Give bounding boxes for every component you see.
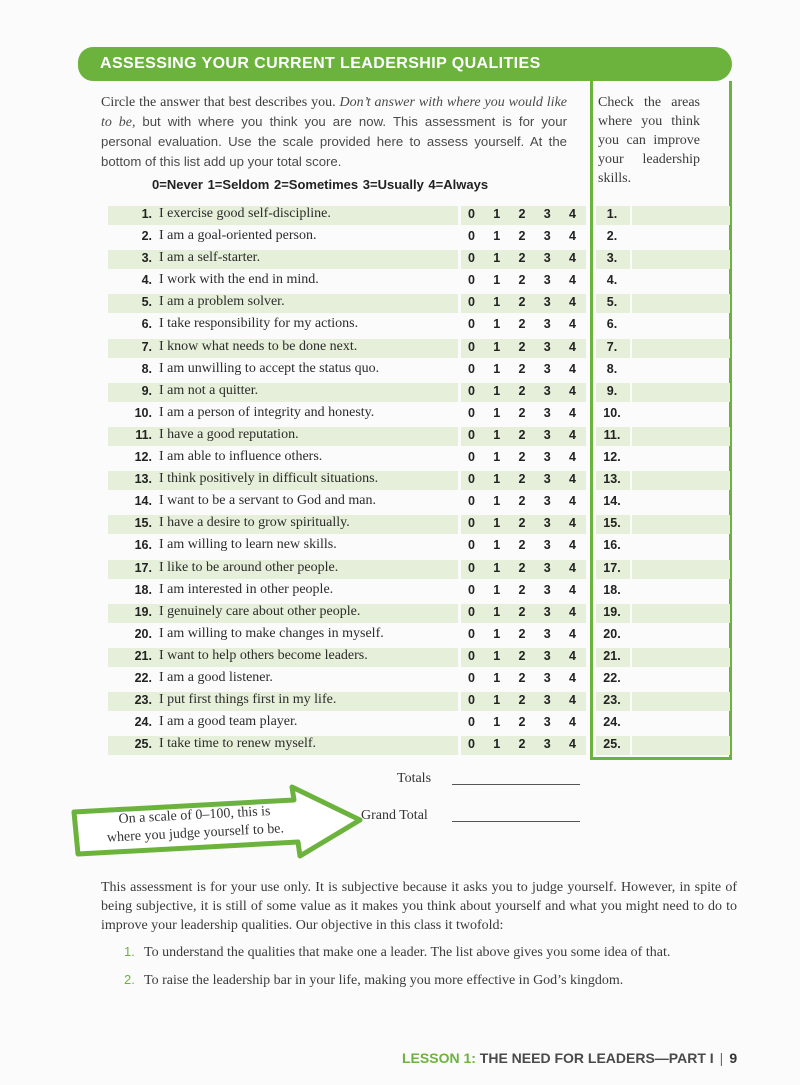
- item-number: 14.: [134, 494, 152, 509]
- rating-option[interactable]: 2: [518, 538, 526, 553]
- check-area-row[interactable]: [593, 558, 730, 580]
- check-area-number: 12.: [603, 450, 621, 465]
- rating-option[interactable]: 3: [543, 273, 551, 288]
- rating-option[interactable]: 2: [518, 737, 526, 752]
- rating-scale-legend: 0=Never 1=Seldom 2=Sometimes 3=Usually 4=Always: [152, 177, 489, 192]
- rating-option[interactable]: 0: [468, 472, 475, 487]
- check-area-row[interactable]: [593, 734, 730, 756]
- rating-options: [468, 273, 576, 287]
- check-area-row[interactable]: [593, 712, 730, 734]
- rating-option[interactable]: 0: [468, 317, 475, 332]
- check-area-number: 24.: [603, 715, 621, 730]
- rating-option[interactable]: 0: [468, 560, 475, 575]
- rating-option[interactable]: 2: [518, 670, 526, 685]
- item-statement: I am able to influence others.: [159, 449, 323, 465]
- check-area-number: 21.: [603, 648, 621, 663]
- rating-option[interactable]: 0: [468, 450, 475, 465]
- check-area-row[interactable]: [593, 403, 730, 425]
- check-area-row[interactable]: [593, 270, 730, 292]
- rating-option[interactable]: 3: [543, 383, 551, 398]
- item-number: 9.: [141, 383, 152, 398]
- rating-option[interactable]: 0: [468, 604, 475, 619]
- rating-option[interactable]: 2: [518, 626, 526, 641]
- rating-option[interactable]: 2: [518, 427, 526, 442]
- check-area-row[interactable]: [593, 580, 730, 602]
- assessment-row: [108, 204, 588, 226]
- item-statement: I am a problem solver.: [159, 294, 285, 310]
- rating-option[interactable]: 0: [468, 715, 475, 730]
- check-area-row[interactable]: [593, 513, 730, 535]
- rating-option[interactable]: 4: [569, 693, 576, 708]
- check-area-row[interactable]: [593, 602, 730, 624]
- rating-option[interactable]: 2: [518, 339, 526, 354]
- rating-options: [468, 384, 576, 398]
- rating-option[interactable]: 0: [468, 626, 475, 641]
- rating-options: [468, 494, 576, 508]
- assessment-row: [108, 491, 588, 513]
- totals-label: Totals: [397, 771, 432, 786]
- assessment-row: [108, 359, 588, 381]
- rating-option[interactable]: 1: [493, 405, 501, 420]
- item-statement: I am a goal-oriented person.: [159, 228, 317, 244]
- rating-option[interactable]: 2: [518, 560, 526, 575]
- rating-option[interactable]: 1: [493, 427, 501, 442]
- closing-paragraph: This assessment is for your use only. It is subjective because it asks you to judge yourself. However, in spite of being subjective, it is still of some value as it makes you think about yourself and what you might need to do to improve your leadership qualities. Our objective in this class it twofold:: [101, 880, 737, 933]
- rating-option[interactable]: 4: [569, 626, 576, 641]
- rating-option[interactable]: 4: [569, 472, 576, 487]
- check-area-row[interactable]: [593, 535, 730, 557]
- grand-total-label: Grand Total: [361, 808, 428, 823]
- item-statement: I exercise good self-discipline.: [159, 206, 331, 221]
- rating-option[interactable]: 2: [518, 383, 526, 398]
- item-statement: I am a person of integrity and honesty.: [159, 404, 375, 420]
- rating-options: [468, 472, 576, 486]
- rating-options: [468, 516, 576, 530]
- check-area-number: 16.: [603, 538, 621, 553]
- assessment-row: [108, 292, 588, 314]
- assessment-row: [108, 447, 588, 469]
- item-number: 4.: [141, 273, 152, 288]
- item-number: 19.: [134, 604, 152, 619]
- rating-option[interactable]: 1: [493, 295, 501, 310]
- rating-option[interactable]: 1: [493, 450, 501, 465]
- rating-options: [468, 406, 576, 420]
- assessment-row: [108, 314, 588, 336]
- rating-option[interactable]: 3: [543, 538, 551, 553]
- rating-option[interactable]: 4: [569, 737, 576, 752]
- rating-option[interactable]: 2: [518, 604, 526, 619]
- rating-option[interactable]: 1: [493, 670, 501, 685]
- check-area-number: 25.: [603, 737, 621, 752]
- rating-option[interactable]: 1: [493, 207, 501, 221]
- rating-option[interactable]: 1: [493, 251, 501, 266]
- item-number: 18.: [134, 582, 152, 597]
- rating-options: [468, 317, 576, 331]
- item-statement: I am not a quitter.: [159, 382, 259, 398]
- rating-option[interactable]: 4: [569, 405, 576, 420]
- assessment-row: [108, 425, 588, 447]
- rating-option[interactable]: 2: [518, 251, 526, 266]
- item-number: 21.: [134, 648, 152, 663]
- rating-option[interactable]: 1: [493, 317, 501, 332]
- rating-option[interactable]: 3: [543, 251, 551, 266]
- check-area-number: 1.: [606, 207, 618, 221]
- check-area-number: 22.: [603, 670, 621, 685]
- rating-option[interactable]: 1: [493, 737, 501, 752]
- rating-option[interactable]: 2: [518, 472, 526, 487]
- item-number: 11.: [135, 427, 152, 442]
- check-areas-list: [593, 204, 730, 756]
- page-footer: LESSON 1: THE NEED FOR LEADERS—PART I | 9: [402, 1050, 738, 1066]
- rating-option[interactable]: 3: [543, 229, 551, 244]
- item-statement: I am unwilling to accept the status quo.: [159, 360, 380, 376]
- totals-field[interactable]: [452, 784, 580, 785]
- check-area-row[interactable]: [593, 314, 730, 336]
- rating-option[interactable]: 4: [569, 715, 576, 730]
- assessment-row: [108, 469, 588, 491]
- item-statement: I know what needs to be done next.: [159, 338, 358, 354]
- rating-option[interactable]: 4: [569, 361, 576, 376]
- rating-option[interactable]: 0: [468, 295, 475, 310]
- check-area-number: 3.: [606, 251, 618, 266]
- item-number: 6.: [141, 317, 152, 332]
- rating-option[interactable]: 0: [468, 339, 475, 354]
- rating-option[interactable]: 3: [543, 405, 551, 420]
- rating-option[interactable]: 0: [468, 737, 475, 752]
- rating-options: [468, 649, 576, 663]
- check-area-number: 15.: [603, 516, 621, 531]
- rating-option[interactable]: 1: [493, 494, 501, 509]
- check-area-row[interactable]: [593, 248, 730, 270]
- assessment-row: [108, 646, 588, 668]
- check-area-number: 4.: [606, 273, 618, 288]
- rating-option[interactable]: 3: [543, 626, 551, 641]
- item-statement: I am willing to learn new skills.: [159, 537, 337, 553]
- rating-option[interactable]: 2: [518, 295, 526, 310]
- assessment-table: [108, 204, 588, 756]
- rating-option[interactable]: 4: [569, 516, 576, 531]
- item-statement: I want to be a servant to God and man.: [159, 493, 376, 509]
- rating-option[interactable]: 4: [569, 295, 576, 310]
- rating-option[interactable]: 2: [518, 582, 526, 597]
- rating-option[interactable]: 2: [518, 516, 526, 531]
- check-area-number: 17.: [603, 560, 621, 575]
- item-number: 17.: [134, 560, 152, 575]
- rating-option[interactable]: 1: [493, 715, 501, 730]
- check-area-number: 23.: [603, 693, 621, 708]
- rating-option[interactable]: 3: [543, 295, 551, 310]
- rating-option[interactable]: 2: [518, 405, 526, 420]
- rating-option[interactable]: 2: [518, 494, 526, 509]
- rating-option[interactable]: 1: [493, 648, 501, 663]
- rating-options: [468, 362, 576, 376]
- rating-option[interactable]: 3: [543, 361, 551, 376]
- item-statement: I genuinely care about other people.: [159, 603, 361, 619]
- assessment-row: [108, 337, 588, 359]
- assessment-row: [108, 403, 588, 425]
- check-area-number: 6.: [606, 317, 618, 332]
- item-statement: I work with the end in mind.: [159, 272, 319, 288]
- footer-lesson: LESSON 1:: [402, 1050, 476, 1066]
- assessment-row: [108, 381, 588, 403]
- check-area-number: 5.: [606, 295, 618, 310]
- check-area-row[interactable]: [593, 359, 730, 381]
- rating-options: [468, 207, 576, 221]
- rating-option[interactable]: 0: [468, 670, 475, 685]
- item-number: 13.: [134, 472, 152, 487]
- rating-option[interactable]: 0: [468, 516, 475, 531]
- check-areas-instructions: Check the areas where you think you can improve your leadership skills.: [598, 95, 700, 186]
- item-statement: I put first things first in my life.: [159, 692, 337, 708]
- check-area-row[interactable]: [593, 292, 730, 314]
- check-area-row[interactable]: [593, 646, 730, 668]
- rating-option[interactable]: 4: [569, 317, 576, 332]
- check-area-number: 20.: [603, 626, 621, 641]
- rating-option[interactable]: 3: [543, 516, 551, 531]
- rating-option[interactable]: 4: [569, 251, 576, 266]
- rating-options: [468, 671, 576, 685]
- rating-option[interactable]: 4: [569, 538, 576, 553]
- rating-option[interactable]: 0: [468, 207, 475, 221]
- rating-option[interactable]: 3: [543, 648, 551, 663]
- rating-option[interactable]: 0: [468, 582, 475, 597]
- item-statement: I am a good listener.: [159, 669, 273, 685]
- rating-options: [468, 229, 576, 243]
- item-number: 12.: [134, 450, 152, 465]
- rating-option[interactable]: 2: [518, 693, 526, 708]
- rating-options: [468, 251, 576, 265]
- item-number: 7.: [141, 339, 152, 354]
- rating-option[interactable]: 3: [543, 207, 551, 221]
- rating-option[interactable]: 3: [543, 737, 551, 752]
- rating-option[interactable]: 0: [468, 251, 475, 266]
- rating-option[interactable]: 2: [518, 450, 526, 465]
- assessment-row: [108, 602, 588, 624]
- item-statement: I am interested in other people.: [159, 581, 334, 597]
- item-number: 10.: [134, 405, 152, 420]
- rating-option[interactable]: 4: [569, 273, 576, 288]
- item-number: 24.: [134, 715, 152, 730]
- rating-option[interactable]: 1: [493, 516, 501, 531]
- item-number: 1.: [141, 207, 152, 221]
- rating-option[interactable]: 2: [518, 361, 526, 376]
- footer-title: THE NEED FOR LEADERS—PART I: [479, 1050, 714, 1066]
- check-area-number: 8.: [606, 361, 618, 376]
- item-number: 2.: [141, 229, 152, 244]
- rating-option[interactable]: 3: [543, 670, 551, 685]
- arrow-callout-text: On a scale of 0–100, this is where you judge yourself to be.: [106, 804, 285, 846]
- rating-options: [468, 605, 576, 619]
- item-statement: I am willing to make changes in myself.: [159, 625, 384, 641]
- rating-option[interactable]: 2: [518, 273, 526, 288]
- rating-option[interactable]: 3: [543, 450, 551, 465]
- rating-option[interactable]: 2: [518, 229, 526, 244]
- rating-option[interactable]: 1: [493, 472, 501, 487]
- assessment-row: [108, 226, 588, 248]
- item-number: 22.: [134, 670, 152, 685]
- objective-item-2: 2. To raise the leadership bar in your life, making you more effective in God’s kingdom.: [124, 972, 624, 988]
- item-statement: I like to be around other people.: [159, 559, 339, 575]
- rating-option[interactable]: 3: [543, 560, 551, 575]
- assessment-row: [108, 535, 588, 557]
- rating-options: [468, 450, 576, 464]
- item-statement: I want to help others become leaders.: [159, 647, 368, 663]
- rating-option[interactable]: 4: [569, 427, 576, 442]
- item-statement: I take responsibility for my actions.: [159, 316, 359, 332]
- check-area-number: 10.: [603, 405, 621, 420]
- check-area-row[interactable]: [593, 447, 730, 469]
- rating-option[interactable]: 2: [518, 207, 526, 221]
- assessment-row: [108, 580, 588, 602]
- section-title: ASSESSING YOUR CURRENT LEADERSHIP QUALITIES: [100, 55, 541, 72]
- grand-total-field[interactable]: [452, 821, 580, 822]
- rating-option[interactable]: 4: [569, 670, 576, 685]
- rating-option[interactable]: 0: [468, 405, 475, 420]
- rating-option[interactable]: 2: [518, 715, 526, 730]
- item-number: 15.: [134, 516, 152, 531]
- rating-option[interactable]: 4: [569, 450, 576, 465]
- page-number: 9: [729, 1050, 738, 1066]
- rating-option[interactable]: 1: [493, 538, 501, 553]
- rating-option[interactable]: 3: [543, 427, 551, 442]
- item-number: 8.: [141, 361, 152, 376]
- check-area-row[interactable]: [593, 204, 730, 226]
- rating-options: [468, 627, 576, 641]
- item-number: 25.: [134, 737, 152, 752]
- instructions: Circle the answer that best describes you. Don’t answer with where you would like to be, but with where you think you are now. This assessment is for your personal evaluation. Use the scale provided here to assess yourself. At the bottom of this list add up your total score.: [101, 95, 567, 169]
- instructions-italic: Don’t answer with where you would like to be,: [101, 95, 567, 130]
- check-area-row[interactable]: [593, 425, 730, 447]
- rating-option[interactable]: 1: [493, 693, 501, 708]
- assessment-row: [108, 668, 588, 690]
- assessment-row: [108, 690, 588, 712]
- rating-options: [468, 340, 576, 354]
- item-statement: I think positively in difficult situations.: [159, 471, 379, 487]
- rating-option[interactable]: 0: [468, 229, 475, 244]
- item-number: 3.: [141, 251, 152, 266]
- assessment-row: [108, 712, 588, 734]
- rating-option[interactable]: 3: [543, 693, 551, 708]
- assessment-row: [108, 624, 588, 646]
- rating-option[interactable]: 0: [468, 693, 475, 708]
- rating-options: [468, 693, 576, 707]
- rating-option[interactable]: 0: [468, 361, 475, 376]
- rating-option[interactable]: 1: [493, 273, 501, 288]
- rating-option[interactable]: 4: [569, 339, 576, 354]
- check-area-row[interactable]: [593, 381, 730, 403]
- assessment-row: [108, 513, 588, 535]
- item-statement: I am a self-starter.: [159, 250, 261, 266]
- check-area-number: 18.: [603, 582, 621, 597]
- item-statement: I have a desire to grow spiritually.: [159, 515, 350, 531]
- rating-options: [468, 583, 576, 597]
- check-area-number: 11.: [603, 427, 621, 442]
- check-area-number: 13.: [603, 472, 621, 487]
- rating-options: [468, 428, 576, 442]
- rating-option[interactable]: 0: [468, 383, 475, 398]
- rating-options: [468, 295, 576, 309]
- rating-option[interactable]: 4: [569, 582, 576, 597]
- rating-option[interactable]: 0: [468, 427, 475, 442]
- section-title-banner: [78, 47, 732, 81]
- check-area-number: 9.: [606, 383, 618, 398]
- rating-option[interactable]: 0: [468, 538, 475, 553]
- item-number: 23.: [134, 693, 152, 708]
- rating-option[interactable]: 1: [493, 229, 501, 244]
- rating-option[interactable]: 2: [518, 648, 526, 663]
- rating-option[interactable]: 3: [543, 582, 551, 597]
- rating-option[interactable]: 1: [493, 604, 501, 619]
- assessment-row: [108, 734, 588, 756]
- item-number: 5.: [141, 295, 152, 310]
- check-area-row[interactable]: [593, 624, 730, 646]
- check-area-row[interactable]: [593, 668, 730, 690]
- rating-option[interactable]: 4: [569, 560, 576, 575]
- rating-option[interactable]: 1: [493, 582, 501, 597]
- rating-options: [468, 538, 576, 552]
- rating-options: [468, 737, 576, 751]
- check-area-number: 7.: [606, 339, 618, 354]
- objective-item-1: 1. To understand the qualities that make one a leader. The list above gives you some idea of that.: [124, 944, 671, 960]
- rating-option[interactable]: 4: [569, 383, 576, 398]
- check-area-row[interactable]: [593, 469, 730, 491]
- rating-option[interactable]: 1: [493, 361, 501, 376]
- item-statement: I take time to renew myself.: [159, 736, 317, 752]
- check-area-row[interactable]: [593, 491, 730, 513]
- rating-option[interactable]: 1: [493, 339, 501, 354]
- rating-option[interactable]: 3: [543, 317, 551, 332]
- rating-option[interactable]: 4: [569, 207, 576, 221]
- rating-option[interactable]: 4: [569, 229, 576, 244]
- check-area-number: 2.: [606, 229, 618, 244]
- check-area-row[interactable]: [593, 226, 730, 248]
- rating-option[interactable]: 4: [569, 494, 576, 509]
- rating-option[interactable]: 0: [468, 273, 475, 288]
- rating-option[interactable]: 3: [543, 715, 551, 730]
- rating-option[interactable]: 2: [518, 317, 526, 332]
- item-number: 16.: [134, 538, 152, 553]
- rating-option[interactable]: 4: [569, 604, 576, 619]
- rating-option[interactable]: 3: [543, 604, 551, 619]
- check-area-number: 14.: [603, 494, 621, 509]
- check-area-number: 19.: [603, 604, 621, 619]
- assessment-row: [108, 558, 588, 580]
- rating-option[interactable]: 1: [493, 560, 501, 575]
- rating-options: [468, 715, 576, 729]
- rating-option[interactable]: 1: [493, 626, 501, 641]
- item-number: 20.: [134, 626, 152, 641]
- rating-option[interactable]: 3: [543, 472, 551, 487]
- rating-option[interactable]: 0: [468, 494, 475, 509]
- rating-options: [468, 561, 576, 575]
- item-statement: I have a good reputation.: [159, 426, 299, 442]
- item-statement: I am a good team player.: [159, 714, 298, 730]
- rating-option[interactable]: 3: [543, 494, 551, 509]
- assessment-row: [108, 248, 588, 270]
- rating-option[interactable]: 0: [468, 648, 475, 663]
- assessment-row: [108, 270, 588, 292]
- rating-option[interactable]: 3: [543, 339, 551, 354]
- rating-option[interactable]: 1: [493, 383, 501, 398]
- check-area-row[interactable]: [593, 690, 730, 712]
- rating-option[interactable]: 4: [569, 648, 576, 663]
- check-area-row[interactable]: [593, 337, 730, 359]
